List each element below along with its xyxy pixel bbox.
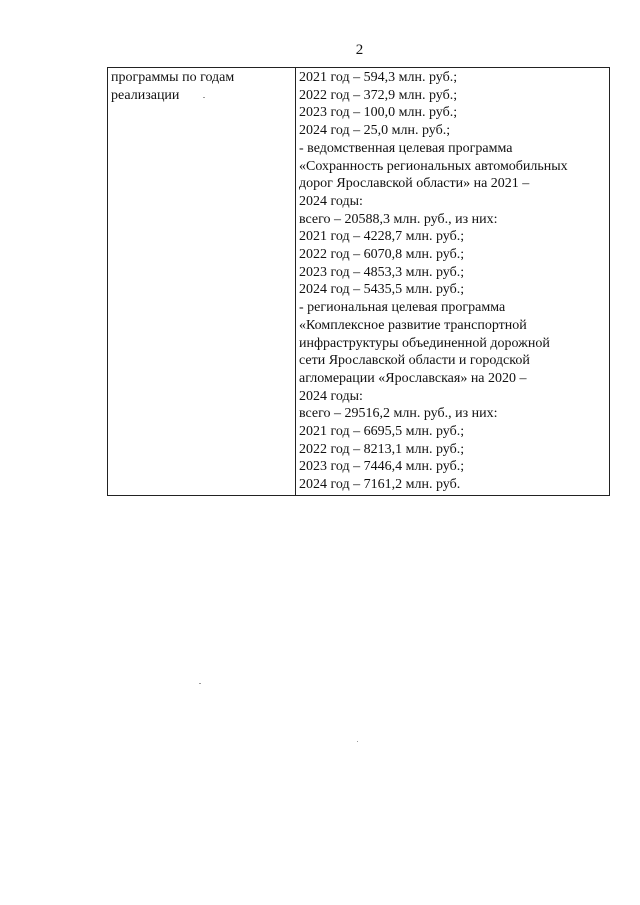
program-funding-table xyxy=(107,67,610,496)
funding-text-line: 2023 год – 7446,4 млн. руб.; xyxy=(299,459,465,475)
funding-text-line: сети Ярославской области и городской xyxy=(299,353,530,369)
funding-text-line: «Сохранность региональных автомобильных xyxy=(299,158,568,174)
funding-text-line: 2022 год – 6070,8 млн. руб.; xyxy=(299,247,465,263)
funding-text-line: 2021 год – 4228,7 млн. руб.; xyxy=(299,229,465,245)
parameter-name-cell xyxy=(108,68,296,496)
funding-text-line: 2022 год – 8213,1 млн. руб.; xyxy=(299,441,465,457)
funding-text-line: дорог Ярославской области» на 2021 – xyxy=(299,176,530,192)
funding-text-line: 2022 год – 372,9 млн. руб.; xyxy=(299,87,458,103)
parameter-name-line: программы по годам xyxy=(111,70,235,85)
table-row xyxy=(108,68,610,496)
funding-text-line: 2024 год – 7161,2 млн. руб. xyxy=(299,477,461,493)
funding-text-line: 2024 год – 5435,5 млн. руб.; xyxy=(299,282,465,298)
parameter-value-cell xyxy=(296,68,610,496)
funding-text-line: 2021 год – 6695,5 млн. руб.; xyxy=(299,424,465,440)
funding-text-line: - ведомственная целевая программа xyxy=(299,140,513,156)
funding-text-line: инфраструктуры объединенной дорожной xyxy=(299,335,550,351)
scan-speck xyxy=(203,97,205,98)
funding-text-line: всего – 20588,3 млн. руб., из них: xyxy=(299,211,498,227)
funding-text-line: - региональная целевая программа xyxy=(299,300,506,316)
funding-text-line: 2024 годы: xyxy=(299,193,363,209)
funding-text-line: «Комплексное развитие транспортной xyxy=(299,317,527,333)
parameter-name-line: реализации xyxy=(111,87,180,103)
scan-speck xyxy=(357,741,358,742)
funding-text-line: 2024 годы: xyxy=(299,388,363,404)
funding-text-line: агломерации «Ярославская» на 2020 – xyxy=(299,370,527,386)
funding-text-line: 2021 год – 594,3 млн. руб.; xyxy=(299,70,458,85)
funding-text-line: 2024 год – 25,0 млн. руб.; xyxy=(299,123,451,139)
page-number: 2 xyxy=(355,42,364,58)
funding-text-line: 2023 год – 4853,3 млн. руб.; xyxy=(299,264,465,280)
funding-text-line: всего – 29516,2 млн. руб., из них: xyxy=(299,406,498,422)
scan-speck xyxy=(199,683,201,684)
funding-text-line: 2023 год – 100,0 млн. руб.; xyxy=(299,105,458,121)
